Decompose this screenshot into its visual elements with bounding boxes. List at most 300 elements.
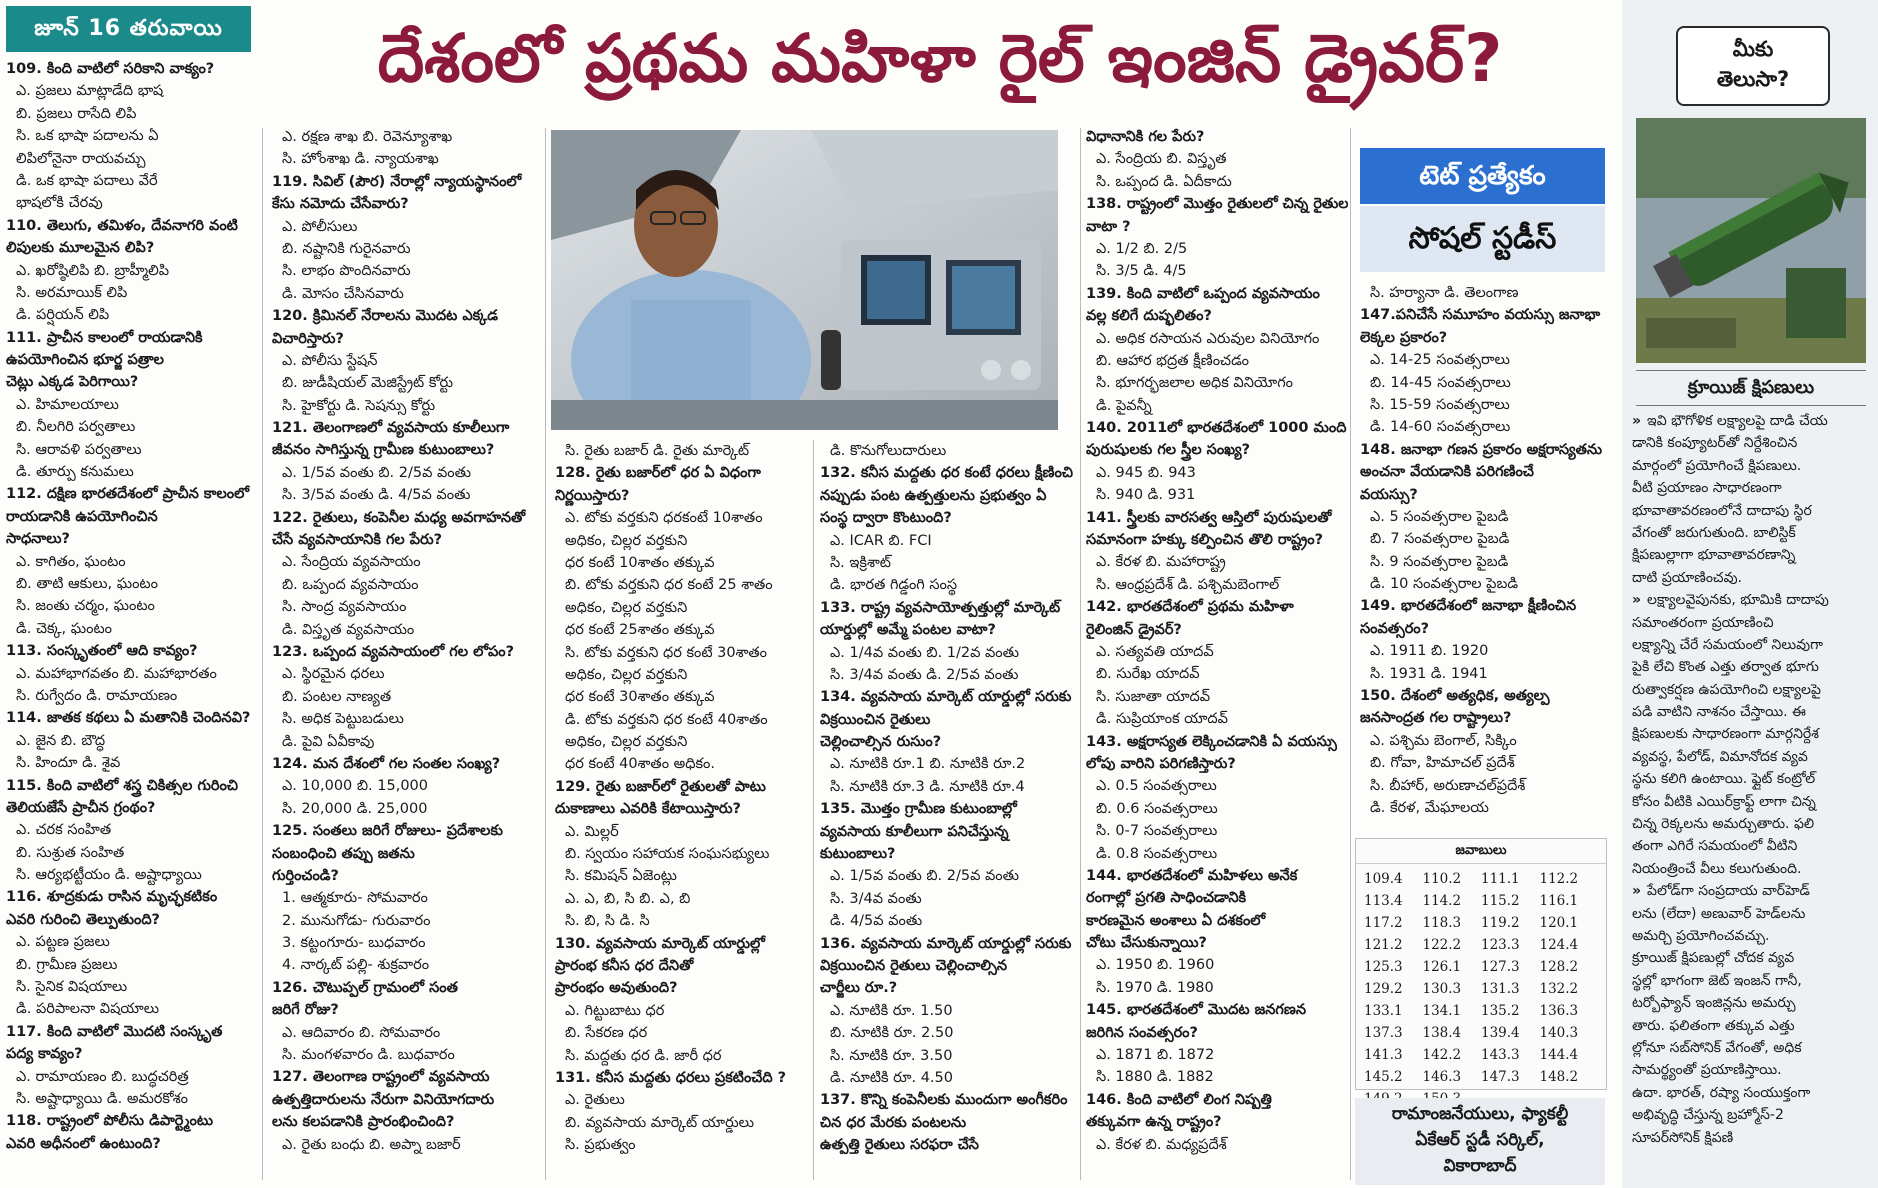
body-line: టర్బోఫ్యాన్ ఇంజిన్లను అమర్చు <box>1632 995 1796 1012</box>
answer-item: 139.4 <box>1481 1025 1520 1041</box>
column-rule <box>1080 128 1081 1180</box>
answer-item: 142.2 <box>1422 1047 1462 1063</box>
question-line: ఉపయోగించిన భూర్జ పత్రాల <box>6 352 164 369</box>
option-line: సి. అధిక పెట్టుబడులు <box>282 711 404 728</box>
column-2 <box>272 126 540 1181</box>
question-line: నిర్ణయిస్తారు? <box>555 487 630 504</box>
option-line: సి. టోకు వర్తకుని ధర కంటే 30శాతం <box>565 644 768 661</box>
option-line: 3. కట్టంగూరు- బుధవారం <box>282 935 426 952</box>
option-line: సి. 3/4వ వంతు డి. 2/5వ వంతు <box>830 666 1019 683</box>
body-line: ఉదా. భారత్, రష్యా సంయుక్తంగా <box>1632 1084 1811 1101</box>
option-line: సి. 3/5వ వంతు డి. 4/5వ వంతు <box>282 487 471 504</box>
option-line: సి. 0-7 సంవత్సరాలు <box>1096 823 1218 840</box>
option-line: ఎ. కేరళ బి. మహారాష్ట్ర <box>1096 554 1226 571</box>
question-line: 123. ఒప్పంద వ్యవసాయంలో గల లోపం? <box>272 643 515 660</box>
option-line: సి. హోంశాఖ డి. న్యాయశాఖ <box>282 151 439 168</box>
answer-item: 130.3 <box>1422 981 1462 997</box>
option-line: 4. నార్కట్ పల్లి- శుక్రవారం <box>282 957 430 974</box>
body-line: చిన్న రెక్కలను అమర్చుతారు. ఫలి <box>1632 816 1815 833</box>
option-line: సి. 940 డి. 931 <box>1096 487 1196 504</box>
answer-item: 109.4 <box>1364 871 1403 887</box>
question-line: 120. క్రిమినల్ నేరాలను మొదట ఎక్కడ <box>272 308 498 325</box>
option-line: సి. హర్యానా డి. తెలంగాణ <box>1370 285 1519 301</box>
option-line: సి. ఆరావళి పర్వతాలు <box>16 441 142 458</box>
option-line: అధికం, చిల్లర వర్తకుని <box>565 599 688 616</box>
option-line: బి. వ్యవసాయ మార్కెట్ యార్డులు <box>565 1114 754 1131</box>
question-line: 113. సంస్కృతంలో ఆది కావ్యం? <box>6 643 198 660</box>
answer-item: 113.4 <box>1364 893 1403 909</box>
option-line: ఎ. సేంద్రియ బి. విస్తృత <box>1096 151 1227 168</box>
question-line: విక్రయించిన రైతులు <box>820 711 931 728</box>
author-line: రామాంజనేయులు, ఫ్యాకల్టీ <box>1391 1104 1569 1124</box>
option-line: ఎ. పోలీసులు <box>282 218 358 235</box>
option-line: ఎ. అధిక రసాయన ఎరువుల వినియోగం <box>1096 330 1320 347</box>
option-line: ఎ. ICAR బి. FCI <box>830 532 932 549</box>
option-line: లిపిలోనైనా రాయవచ్చు <box>16 150 146 167</box>
option-line: ఎ. 1871 బి. 1872 <box>1096 1047 1215 1064</box>
answer-item: 140.3 <box>1539 1025 1579 1041</box>
option-line: డి. తూర్పు కనుమలు <box>16 464 134 481</box>
question-line: ప్రారంభం అవుతుంది? <box>555 980 678 997</box>
body-line: తారు. ఫలితంగా తక్కువ ఎత్తు <box>1632 1017 1795 1034</box>
option-line: డి. ఒక భాషా పదాలు వేరే <box>16 172 158 189</box>
option-line: ఎ. 1911 బి. 1920 <box>1370 643 1489 660</box>
question-line: 127. తెలంగాణ రాష్ట్రంలో వ్యవసాయ <box>272 1069 490 1086</box>
option-line: సి. జంతు చర్మం, ఘంటం <box>16 598 155 615</box>
question-line: కేసు నమోదు చేసేవారు? <box>272 196 409 213</box>
question-line: విచారిస్తారు? <box>272 330 344 347</box>
question-line: చెట్లు ఎక్కడ పెరిగాయి? <box>6 374 139 391</box>
option-line: ఎ. రామాయణం బి. బుద్ధచరిత్ర <box>16 1068 189 1085</box>
answer-item: 115.2 <box>1481 893 1520 909</box>
column-rule <box>545 128 546 1180</box>
question-line: 124. మన దేశంలో గల సంతల సంఖ్య? <box>272 755 501 772</box>
missile-photo <box>1636 118 1866 363</box>
option-line: ఎ. 1950 బి. 1960 <box>1096 957 1215 974</box>
option-line: ఎ. గిట్టుబాటు ధర <box>565 1002 665 1019</box>
option-line: బి. సేకరణ ధర <box>565 1025 648 1042</box>
column-rule <box>262 128 263 1180</box>
option-line: బి. ఆహార భద్రత క్షీణించడం <box>1096 352 1249 369</box>
question-line: ఎవరి గురించి తెల్పుతుంది? <box>6 911 160 928</box>
option-line: సి. మద్దతు ధర డి. జారీ ధర <box>565 1047 722 1064</box>
question-line: సాధనాలు? <box>6 531 70 548</box>
option-line: డి. 4/5వ వంతు <box>830 913 923 930</box>
question-line: 150. దేశంలో అత్యధిక, అత్యల్ప <box>1360 688 1550 705</box>
option-line: సి. ఆంధ్రప్రదేశ్ డి. పశ్చిమబెంగాల్ <box>1096 576 1280 593</box>
option-line: సి. హైకోర్టు డి. సెషన్సు కోర్టు <box>282 397 436 414</box>
option-line: డి. పరిపాలనా విషయాలు <box>16 1001 160 1018</box>
question-line: 111. ప్రాచీన కాలంలో రాయడానికి <box>6 329 203 346</box>
column-rule <box>813 440 814 1180</box>
option-line: సి. 20,000 డి. 25,000 <box>282 800 428 817</box>
option-line: బి. గ్రామీణ ప్రజలు <box>16 956 118 973</box>
option-line: డి. చెక్క, ఘంటం <box>16 620 112 637</box>
body-line: స్థల్లో భాగంగా జెట్ ఇంజన్ గానీ, <box>1632 972 1802 989</box>
question-line: 144. భారతదేశంలో మహిళలు అనేక <box>1086 867 1298 884</box>
option-line: ఎ. స్థిరమైన ధరలు <box>282 666 385 683</box>
body-line: వేగంతో జరుగుతుంది. బాలిస్టిక్ <box>1632 524 1796 541</box>
question-line: చేసే వ్యవసాయానికి గల పేరు? <box>272 532 443 549</box>
question-line: తెలియజేసే ప్రాచీన గ్రంథం? <box>6 799 156 816</box>
body-line: క్రూయిజ్ క్షిపణుల్లో చోదక వ్యవ <box>1632 950 1795 967</box>
answer-item: 133.1 <box>1364 1003 1403 1019</box>
option-line: బి. సుశ్రుత సంహిత <box>16 844 125 861</box>
option-line: ఎ. మిల్లర్ <box>565 823 619 840</box>
option-line: సి. సుజాతా యాదవ్ <box>1096 688 1211 705</box>
body-line: ల్లోనూ సబ్‌సోనిక్ వేగంతో, అధిక <box>1632 1039 1802 1056</box>
option-line: ఎ. సత్యవతి యాదవ్ <box>1096 643 1214 660</box>
answer-item: 143.3 <box>1481 1047 1520 1063</box>
option-line: సి. 3/4వ వంతు <box>830 890 922 907</box>
question-line: 143. అక్షరాస్యత లెక్కించడానికి ఏ వయస్సు <box>1086 733 1337 750</box>
option-line: సి. సైనిక విషయాలు <box>16 979 128 996</box>
question-line: అంచనా వేయడానికి పరిగణించే <box>1360 464 1534 481</box>
question-line: ఎవరి అధీనంలో ఉంటుంది? <box>6 1135 161 1152</box>
column-3 <box>555 440 810 1182</box>
option-line: ఎ. ఖరోష్ఠిలిపి బి. బ్రాహ్మీలిపి <box>16 262 170 279</box>
body-line: పైకి లేచి కొంత ఎత్తు తర్వాత భూగు <box>1632 659 1819 676</box>
missile-photo-svg <box>1636 118 1866 363</box>
question-line: వయస్సు? <box>1360 486 1418 503</box>
option-line: సి. 9 సంవత్సరాల పైబడి <box>1370 553 1509 570</box>
option-line: సి. సాంద్ర వ్యవసాయం <box>282 599 407 616</box>
option-line: ధర కంటే 25శాతం తక్కువ <box>565 622 715 639</box>
answer-item: 127.3 <box>1481 959 1520 975</box>
question-line: 119. సివిల్ (పౌర) నేరాల్లో న్యాయస్థానంలో <box>272 173 522 190</box>
question-line: ప్రారంభ కనీస ధర దేనితో <box>555 957 694 974</box>
question-line: 122. రైతులు, కంపెనీల మధ్య అవగాహనతో <box>272 509 526 526</box>
body-line: వీటి ప్రయాణం సాధారణంగా <box>1632 480 1782 497</box>
question-line: వ్యవసాయ కూలీలుగా పనిచేస్తున్న <box>820 823 1009 840</box>
option-line: 1. ఆత్మకూరు- సోమవారం <box>282 890 428 907</box>
answer-item: 128.2 <box>1539 959 1579 975</box>
option-line: ఎ. రైతు బంధు బి. అప్నా బజార్ <box>282 1136 461 1153</box>
option-line: ఎ. టోకు వర్తకుని ధరకంటే 10శాతం <box>565 510 763 527</box>
option-line: ఎ. 1/2 బి. 2/5 <box>1096 240 1188 257</box>
option-line: ఎ. 1/5వ వంతు బి. 2/5వ వంతు <box>830 868 1019 885</box>
option-line: ఎ. రక్షణ శాఖ బి. రెవెన్యూశాఖ <box>282 129 453 145</box>
question-line: 146. కింది వాటిలో లింగ నిష్పత్తి <box>1086 1091 1272 1108</box>
answer-item: 126.1 <box>1422 959 1462 975</box>
question-line: 148. జనాభా గణన ప్రకారం అక్షరాస్యతను <box>1360 441 1603 458</box>
option-line: ధర కంటే 40శాతం అధికం. <box>565 756 716 773</box>
question-line: పద్య కావ్యం? <box>6 1046 83 1063</box>
option-line: సి. 3/5 డి. 4/5 <box>1096 263 1187 280</box>
question-line: యార్డుల్లో అమ్మే పంటల వాటా? <box>820 622 996 639</box>
answer-item: 117.2 <box>1364 915 1403 931</box>
question-line: 132. కనీస మద్దతు ధర కంటే ధరలు క్షీణించి <box>820 465 1073 482</box>
question-line: వల్ల కలిగే దుష్ఫలితం? <box>1086 308 1212 325</box>
question-line: రాయడానికి ఉపయోగించిన <box>6 508 158 525</box>
option-line: ఎ. ఆదివారం బి. సోమవారం <box>282 1024 441 1041</box>
answer-item: 121.2 <box>1364 937 1403 953</box>
option-line: సి. ఒక భాషా పదాలను ఏ <box>16 128 159 145</box>
answer-item: 148.2 <box>1539 1069 1579 1085</box>
answer-item: 112.2 <box>1539 871 1579 887</box>
bullet-line: » లక్ష్యాలవైపునకు, భూమికి దాదాపు <box>1632 589 1870 611</box>
option-line: డి. 10 సంవత్సరాల పైబడి <box>1370 576 1519 593</box>
question-line: రంగాల్లో ప్రగతి సాధించడానికి <box>1086 890 1247 907</box>
option-line: బి. ఒప్పంద వ్యవసాయం <box>282 576 419 593</box>
did-you-know-title-line: మీకు <box>1732 37 1774 61</box>
option-line: ఎ. 14-25 సంవత్సరాలు <box>1370 352 1510 369</box>
body-line: సూపర్‌సోనిక్ క్షిపణి <box>1632 1129 1734 1146</box>
option-line: బి. ప్రజలు రాసేది లిపి <box>16 105 137 122</box>
continuation-tag: జూన్ 16 తరువాయి <box>6 6 251 52</box>
option-line: డి. సుప్రియాంక యాదవ్ <box>1096 711 1228 728</box>
question-line: 133. రాష్ట్ర వ్యవసాయోత్పత్తుల్లో మార్కెట్ <box>820 599 1061 616</box>
option-line: ఎ. పట్టణ ప్రజలు <box>16 934 110 951</box>
option-line: డి. టోకు వర్తకుని ధర కంటే 40శాతం <box>565 711 768 728</box>
option-line: ఎ. జైన బి. బౌద్ధ <box>16 732 106 749</box>
question-line: చోటు చేసుకున్నాయి? <box>1086 935 1207 952</box>
option-line: ఎ. 5 సంవత్సరాల పైబడి <box>1370 508 1509 525</box>
question-line: కారణమైన అంశాలు ఏ దశకంలో <box>1086 912 1266 929</box>
headline: దేశంలో ప్రథమ మహిళా రైల్ ఇంజిన్ డ్రైవర్? <box>377 20 1503 97</box>
answer-item: 124.4 <box>1539 937 1579 953</box>
question-line: 116. శూద్రకుడు రాసిన మృచ్ఛకటికం <box>6 889 218 906</box>
question-line: 135. మొత్తం గ్రామీణ కుటుంబాల్లో <box>820 801 1017 818</box>
question-line: సంస్థ ద్వారా కొంటుంది? <box>820 510 952 527</box>
question-line: 126. చౌటుప్పల్ గ్రామంలో సంత <box>272 979 458 996</box>
body-line: అభివృద్ధి చేస్తున్న బ్రహ్మోస్-2 <box>1632 1107 1784 1124</box>
body-line: వ్యవస్థ, పేలోడ్, విమానోదక వ్యవ <box>1632 748 1808 765</box>
column-rule <box>1350 128 1351 1180</box>
question-line: 145. భారతదేశంలో మొదట జనగణన <box>1086 1002 1307 1019</box>
option-line: ఎ. రైతులు <box>565 1092 625 1109</box>
option-line: ఎ. హిమాలయాలు <box>16 396 119 413</box>
column-5 <box>1086 126 1348 1181</box>
question-line: వాటా ? <box>1086 218 1131 235</box>
question-line: తక్కువగా ఉన్న రాష్ట్రం? <box>1086 1114 1222 1131</box>
bullet-line: » ఇవి భౌగోళిక లక్ష్యాలపై దాడి చేయ <box>1632 410 1870 432</box>
body-line: మార్గంలో ప్రయోగించే క్షిపణులు. <box>1632 457 1802 474</box>
body-line: సమాంతరంగా ప్రయాణించి <box>1632 614 1774 631</box>
question-line: 117. కింది వాటిలో మొదటి సంస్కృత <box>6 1023 223 1040</box>
column-6 <box>1360 282 1605 832</box>
option-line: ఎ. మహాభాగవతం బి. మహాభారతం <box>16 665 217 682</box>
question-line: 138. రాష్ట్రంలో మొత్తం రైతులలో చిన్న రైతుల <box>1086 196 1348 213</box>
question-line: లెక్కల ప్రకారం? <box>1360 329 1448 346</box>
option-line: డి. పైవన్నీ <box>1096 397 1152 414</box>
question-line: 121. తెలంగాణలో వ్యవసాయ కూలీలుగా <box>272 420 510 437</box>
body-line: లక్ష్యాన్ని చేరే సమయంలో నిలువుగా <box>1632 636 1823 653</box>
option-line: భాషలోకి చేరవు <box>16 195 103 212</box>
option-line: బి. నీలగిరి పర్వతాలు <box>16 419 136 436</box>
train-driver-photo-svg <box>551 130 1058 430</box>
body-line: డానికి కంప్యూటర్‌తో నిర్దేశించిన <box>1632 435 1798 452</box>
author-credit <box>1355 1098 1605 1185</box>
option-line: బి. 0.6 సంవత్సరాలు <box>1096 800 1218 817</box>
question-line: లను కలపడానికి ప్రారంభించింది? <box>272 1114 455 1131</box>
question-line: 141. స్త్రీలకు వారసత్వ ఆస్తిలో పురుషులతో <box>1086 509 1332 526</box>
answer-item: 129.2 <box>1364 981 1403 997</box>
question-line: 136. వ్యవసాయ మార్కెట్ యార్డుల్లో సరుకు <box>820 935 1072 952</box>
did-you-know-title-line: తెలుసా? <box>1716 67 1790 91</box>
option-line: బి. స్వయం సహాయక సంఘసభ్యులు <box>565 846 770 863</box>
option-line: ఎ. 0.5 సంవత్సరాలు <box>1096 778 1217 795</box>
option-line: బి. సురేఖ యాదవ్ <box>1096 666 1200 683</box>
question-line: విధానానికి గల పేరు? <box>1086 129 1205 145</box>
question-line: సమానంగా హక్కు కల్పించిన తొలి రాష్ట్రం? <box>1086 532 1324 549</box>
question-line: 112. దక్షిణ భారతదేశంలో ప్రాచీన కాలంలో <box>6 486 250 503</box>
body-line: రుత్వాకర్షణ ఉపయోగించి లక్ష్యాలపై <box>1632 681 1821 698</box>
answer-item: 144.4 <box>1539 1047 1579 1063</box>
option-line: బి. నూటికి రూ. 2.50 <box>830 1025 954 1042</box>
question-line: 140. 2011లో భారతదేశంలో 1000 మంది <box>1086 420 1347 437</box>
body-line: లను (లేదా) అణువార్ హెడ్‌లను <box>1632 905 1806 922</box>
question-line: 134. వ్యవసాయ మార్కెట్ యార్డుల్లో సరుకు <box>820 689 1072 706</box>
answer-item: 147.3 <box>1481 1069 1520 1085</box>
column-4 <box>820 440 1076 1182</box>
option-line: ఎ. పోలీసు స్టేషన్ <box>282 352 378 369</box>
option-line: సి. ప్రభుత్వం <box>565 1137 636 1154</box>
option-line: ఎ. నూటికి రూ. 1.50 <box>830 1002 953 1019</box>
question-line: సంవత్సరం? <box>1360 620 1430 637</box>
question-line: జీవనం సాగిస్తున్న గ్రామీణ కుటుంబాలు? <box>272 442 495 459</box>
option-line: బి. నష్టానికి గురైనవారు <box>282 240 411 257</box>
body-line: భూవాతావరణంలోనే దాదాపు స్థిర <box>1632 502 1812 519</box>
option-line: బి. టోకు వర్తకుని ధర కంటే 25 శాతం <box>565 577 773 594</box>
option-line: ఎ. సేంద్రియ వ్యవసాయం <box>282 554 421 571</box>
answer-item: 110.2 <box>1422 871 1462 887</box>
train-driver-photo <box>551 130 1058 430</box>
answer-item: 145.2 <box>1364 1069 1403 1085</box>
answer-item: 146.3 <box>1422 1069 1462 1085</box>
option-line: డి. 0.8 సంవత్సరాలు <box>1096 845 1218 862</box>
question-line: నప్పుడు పంట ఉత్పత్తులను ప్రభుత్వం ఏ <box>820 487 1047 504</box>
body-line: పడి వాటిని నాశనం చేస్తాయి. ఈ <box>1632 704 1806 721</box>
body-line: నియంత్రించే వీలు కలుగుతుంది. <box>1632 860 1802 877</box>
option-line: సి. అరమాయిక్ లిపి <box>16 284 128 301</box>
body-line: స్థను కలిగి ఉంటాయి. ఫ్లైట్ కంట్రోల్ <box>1632 771 1816 788</box>
option-line: ధర కంటే 10శాతం తక్కువ <box>565 554 715 571</box>
answer-item: 120.1 <box>1539 915 1579 931</box>
option-line: సి. లాభం పొందినవారు <box>282 263 411 280</box>
option-line: ఎ. పశ్చిమ బెంగాల్, సిక్కిం <box>1370 732 1517 749</box>
body-line: దాటి ప్రయాణించవు. <box>1632 569 1742 586</box>
option-line: సి. రుగ్వేదం డి. రామాయణం <box>16 687 178 704</box>
question-line: 118. రాష్ట్రంలో పోలీసు డిపార్ట్మెంటు <box>6 1113 214 1130</box>
question-line: జనసాంద్రత గల రాష్ట్రాలు? <box>1360 710 1512 727</box>
option-line: సి. అష్టాధ్యాయి డి. అమరకోశం <box>16 1090 189 1107</box>
question-line: 109. కింది వాటిలో సరికాని వాక్యం? <box>6 61 215 77</box>
question-line: 129. రైతు బజార్‌లో రైతులతో పాటు <box>555 778 766 795</box>
option-line: సి. ఇక్రిశాట్ <box>830 554 891 571</box>
question-line: రైలింజిన్ డ్రైవర్? <box>1086 621 1182 638</box>
option-line: బి. 14-45 సంవత్సరాలు <box>1370 374 1511 391</box>
option-line: సి. 1880 డి. 1882 <box>1096 1069 1214 1086</box>
option-line: అధికం, చిల్లర వర్తకుని <box>565 734 688 751</box>
option-line: సి. భూగర్భజలాల అధిక వినియోగం <box>1096 375 1294 392</box>
option-line: ఎ. 945 బి. 943 <box>1096 464 1196 481</box>
option-line: ఎ. ప్రజలు మాట్లాడేది భాష <box>16 83 164 100</box>
tet-special-label: టెట్ ప్రత్యేకం <box>1360 148 1605 204</box>
option-line: 2. మునుగోడు- గురువారం <box>282 912 431 929</box>
option-line: సి. మంగళవారం డి. బుధవారం <box>282 1047 455 1064</box>
answer-item: 111.1 <box>1481 871 1520 887</box>
answer-item: 137.3 <box>1364 1025 1403 1041</box>
question-line: లిపులకు మూలమైన లిపి? <box>6 240 155 257</box>
question-line: 115. కింది వాటిలో శస్త్ర చికిత్సల గురించి <box>6 777 238 794</box>
option-line: అధికం, చిల్లర వర్తకుని <box>565 666 688 683</box>
option-line: ఎ. ఎ, బి, సి బి. ఎ, బి <box>565 890 691 907</box>
body-line: సామర్థ్యంతో ప్రయాణిస్తాయి. <box>1632 1062 1782 1079</box>
question-line: 149. భారతదేశంలో జనాభా క్షీణించిన <box>1360 598 1577 615</box>
question-line: 114. జాతక కథలు ఏ మతానికి చెందినవి? <box>6 710 251 727</box>
option-line: ఎ. కాగితం, ఘంటం <box>16 553 126 570</box>
body-line: కోసం వీటికి ఎయిర్‌క్రాఫ్ట్ లాగా చిన్న <box>1632 793 1816 810</box>
option-line: సి. ఒప్పంద డి. ఏదీకాదు <box>1096 173 1232 190</box>
option-line: ఎ. నూటికి రూ.1 బి. నూటికి రూ.2 <box>830 756 1026 773</box>
answer-item: 138.4 <box>1422 1025 1462 1041</box>
answer-item: 122.2 <box>1422 937 1462 953</box>
option-line: సి. హిందూ డి. శైవ <box>16 755 121 772</box>
option-line: డి. భారత గిడ్డంగి సంస్థ <box>830 577 958 594</box>
column-1 <box>6 58 258 1183</box>
question-line: చెల్లించాల్సిన రుసుం? <box>820 734 942 751</box>
answer-item: 136.3 <box>1539 1003 1579 1019</box>
did-you-know-title <box>1676 26 1830 106</box>
cruise-missiles-body <box>1632 410 1870 1180</box>
option-line: బి. తాటి ఆకులు, ఘంటం <box>16 575 158 592</box>
option-line: ఎ. కేరళ బి. మధ్యప్రదేశ్ <box>1096 1136 1227 1153</box>
question-line: గుర్తించండి? <box>272 867 339 884</box>
answer-item: 114.2 <box>1422 893 1462 909</box>
cruise-missiles-heading: క్రూయిజ్ క్షిపణులు <box>1636 370 1866 406</box>
option-line: డి. పైవి ఏవీకావు <box>282 733 375 750</box>
option-line: సి. 1931 డి. 1941 <box>1370 665 1488 682</box>
question-line: 139. కింది వాటిలో ఒప్పంద వ్యవసాయం <box>1086 285 1320 302</box>
answer-item: 119.2 <box>1481 915 1520 931</box>
option-line: బి. 7 సంవత్సరాల పైబడి <box>1370 531 1510 548</box>
question-line: జరిగే రోజు? <box>272 1002 339 1019</box>
option-line: డి. కొనుగోలుదారులు <box>830 443 947 459</box>
question-line: ఉత్పత్తిదారులను నేరుగా వినియోగదారు <box>272 1091 495 1108</box>
option-line: సి. నూటికి రూ.3 డి. నూటికి రూ.4 <box>830 778 1025 795</box>
bullet-line: » పేలోడ్‌గా సంప్రదాయ వార్‌హెడ్ <box>1632 880 1870 902</box>
question-line: చార్జీలు రూ.? <box>820 980 898 997</box>
option-line: బి. పంటల నాణ్యత <box>282 688 392 705</box>
body-line: క్షిపణులకు సాధారణంగా మార్గనిర్దేశ <box>1632 726 1819 743</box>
option-line: సి. ఆర్యభట్టీయం డి. అష్టాధ్యాయి <box>16 867 202 884</box>
body-line: క్షిపణుల్లాగా భూవాతావరణాన్ని <box>1632 547 1796 564</box>
option-line: సి. 1970 డి. 1980 <box>1096 979 1214 996</box>
option-line: డి. 14-60 సంవత్సరాలు <box>1370 419 1511 436</box>
question-line: పురుషులకు గల స్త్రీల సంఖ్య? <box>1086 442 1251 459</box>
question-line: 137. కొన్ని కంపెనీలకు ముందుగా అంగీకరిం <box>820 1092 1068 1109</box>
answer-key <box>1355 838 1607 1090</box>
answer-item: 131.3 <box>1481 981 1520 997</box>
option-line: సి. 15-59 సంవత్సరాలు <box>1370 396 1510 413</box>
answer-item: 132.2 <box>1539 981 1579 997</box>
option-line: డి. నూటికి రూ. 4.50 <box>830 1069 953 1086</box>
option-line: డి. పర్షియన్ లిపి <box>16 307 110 324</box>
answer-item: 123.3 <box>1481 937 1520 953</box>
question-line: ఉత్పత్తి రైతులు సరఫరా చేసే <box>820 1137 979 1154</box>
option-line: సి. నూటికి రూ. 3.50 <box>830 1047 953 1064</box>
option-line: ఎ. 1/4వ వంతు బి. 1/2వ వంతు <box>830 644 1019 661</box>
option-line: బి. జుడీషియల్ మెజిస్ట్రేట్ కోర్టు <box>282 375 454 392</box>
answer-item: 116.1 <box>1539 893 1579 909</box>
answer-item: 141.3 <box>1364 1047 1403 1063</box>
option-line: డి. కేరళ, మేఘాలయ <box>1370 799 1489 816</box>
question-line: విక్రయించిన రైతులు చెల్లించాల్సిన <box>820 957 1008 974</box>
option-line: డి. విస్తృత వ్యవసాయం <box>282 621 415 638</box>
question-line: 142. భారతదేశంలో ప్రథమ మహిళా <box>1086 599 1294 616</box>
question-line: జరిగిన సంవత్సరం? <box>1086 1024 1198 1041</box>
